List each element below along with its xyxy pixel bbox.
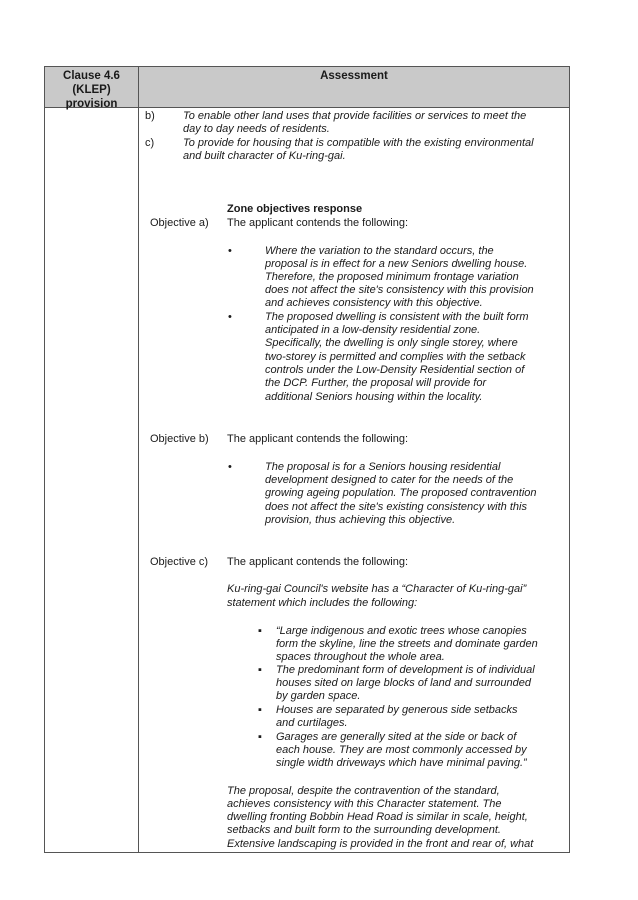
objective-a-bullet1-line: proposal is in effect for a new Seniors dwelling house. <box>265 258 528 270</box>
objective-c-conclusion-line: achieves consistency with this Character statement. The <box>227 798 502 810</box>
zone-objectives-heading: Zone objectives response <box>227 203 363 215</box>
objective-c-bullet4-line: each house. They are most commonly accessed by <box>276 744 527 756</box>
objective-c-conclusion-line: The proposal, despite the contravention of the standard, <box>227 785 500 797</box>
objective-b-intro: The applicant contends the following: <box>227 433 409 445</box>
objective-a-bullet2-line: two-storey is permitted and complies with the setback <box>265 351 526 363</box>
objective-c-bullet2-line: houses sited on large blocks of land and surrounded <box>276 677 532 689</box>
objective-c-conclusion-line: setbacks and built form to the surrounding development. <box>227 824 501 836</box>
objective-a-label: Objective a) <box>150 217 209 229</box>
objective-a-intro: The applicant contends the following: <box>227 217 409 229</box>
square-bullet-icon: ▪ <box>258 731 262 743</box>
objective-c-conclusion-line: Extensive landscaping is provided in the front and rear of, what <box>227 838 534 850</box>
square-bullet-icon: ▪ <box>258 625 262 637</box>
objective-a-bullet1-line: Therefore, the proposed minimum frontage variation <box>265 271 519 283</box>
objective-b-bullet-line: development designed to cater for the needs of the <box>265 474 514 486</box>
objective-c-bullet4-line: single width driveways which have minimal paving.” <box>276 757 527 769</box>
clause-header-line: Clause 4.6 <box>63 70 120 82</box>
objective-a-bullet1-line: and achieves consistency with this objective. <box>265 297 483 309</box>
list-text-b-line1: To enable other land uses that provide facilities or services to meet the <box>183 110 527 122</box>
list-text-b-line2: day to day needs of residents. <box>183 123 330 135</box>
objective-c-statement-line: statement which includes the following: <box>227 597 418 609</box>
objective-c-bullet1-line: “Large indigenous and exotic trees whose canopies <box>276 625 527 637</box>
objective-c-bullet3-line: Houses are separated by generous side setbacks <box>276 704 518 716</box>
objective-a-bullet2-line: The proposed dwelling is consistent with the built form <box>265 311 529 323</box>
objective-a-bullet1-line: does not affect the site's consistency with this provision <box>265 284 534 296</box>
objective-c-bullet4-line: Garages are generally sited at the side or back of <box>276 731 517 743</box>
objective-c-intro: The applicant contends the following: <box>227 556 409 568</box>
objective-b-bullet-line: provision, thus achieving this objective. <box>265 514 456 526</box>
objective-a-bullet2-line: Specifically, the dwelling is only single storey, where <box>265 337 518 349</box>
objective-c-bullet2-line: by garden space. <box>276 690 361 702</box>
square-bullet-icon: ▪ <box>258 704 262 716</box>
objective-b-bullet-line: does not affect the site's existing consistency with this <box>265 501 527 513</box>
table-header <box>45 67 569 108</box>
list-marker-c: c) <box>145 137 155 149</box>
objective-a-bullet2-line: anticipated in a low-density residential zone. <box>265 324 481 336</box>
clause-header-line: (KLEP) <box>72 84 111 96</box>
objective-c-conclusion-line: dwelling fronting Bobbin Head Road is similar in scale, height, <box>227 811 528 823</box>
list-text-c-line2: and built character of Ku-ring-gai. <box>183 150 346 162</box>
square-bullet-icon: ▪ <box>258 664 262 676</box>
clause-header-line: provision <box>65 98 118 110</box>
objective-c-label: Objective c) <box>150 556 209 568</box>
objective-c-bullet2-line: The predominant form of development is of individual <box>276 664 535 676</box>
bullet-icon: • <box>228 311 232 323</box>
bullet-icon: • <box>228 461 232 473</box>
objective-a-bullet1-line: Where the variation to the standard occurs, the <box>265 245 494 257</box>
objective-a-bullet2-line: additional Seniors housing within the locality. <box>265 391 483 403</box>
column-divider <box>138 67 139 852</box>
objective-c-bullet1-line: form the skyline, line the streets and dominate garden <box>276 638 538 650</box>
objective-a-bullet2-line: the DCP. Further, the proposal will provide for <box>265 377 487 389</box>
objective-b-label: Objective b) <box>150 433 209 445</box>
list-marker-b: b) <box>145 110 155 122</box>
list-text-c-line1: To provide for housing that is compatible with the existing environmental <box>183 137 534 149</box>
clause-column-header <box>45 69 138 111</box>
objective-b-bullet-line: The proposal is for a Seniors housing residential <box>265 461 501 473</box>
bullet-icon: • <box>228 245 232 257</box>
objective-c-bullet3-line: and curtilages. <box>276 717 348 729</box>
objective-c-statement-line: Ku-ring-gai Council's website has a “Character of Ku-ring-gai” <box>227 583 527 595</box>
objective-b-bullet-line: growing ageing population. The proposed contravention <box>265 487 537 499</box>
objective-c-bullet1-line: spaces throughout the whole area. <box>276 651 445 663</box>
objective-a-bullet2-line: controls under the Low-Density Residential section of <box>265 364 525 376</box>
assessment-column-header: Assessment <box>320 70 388 82</box>
